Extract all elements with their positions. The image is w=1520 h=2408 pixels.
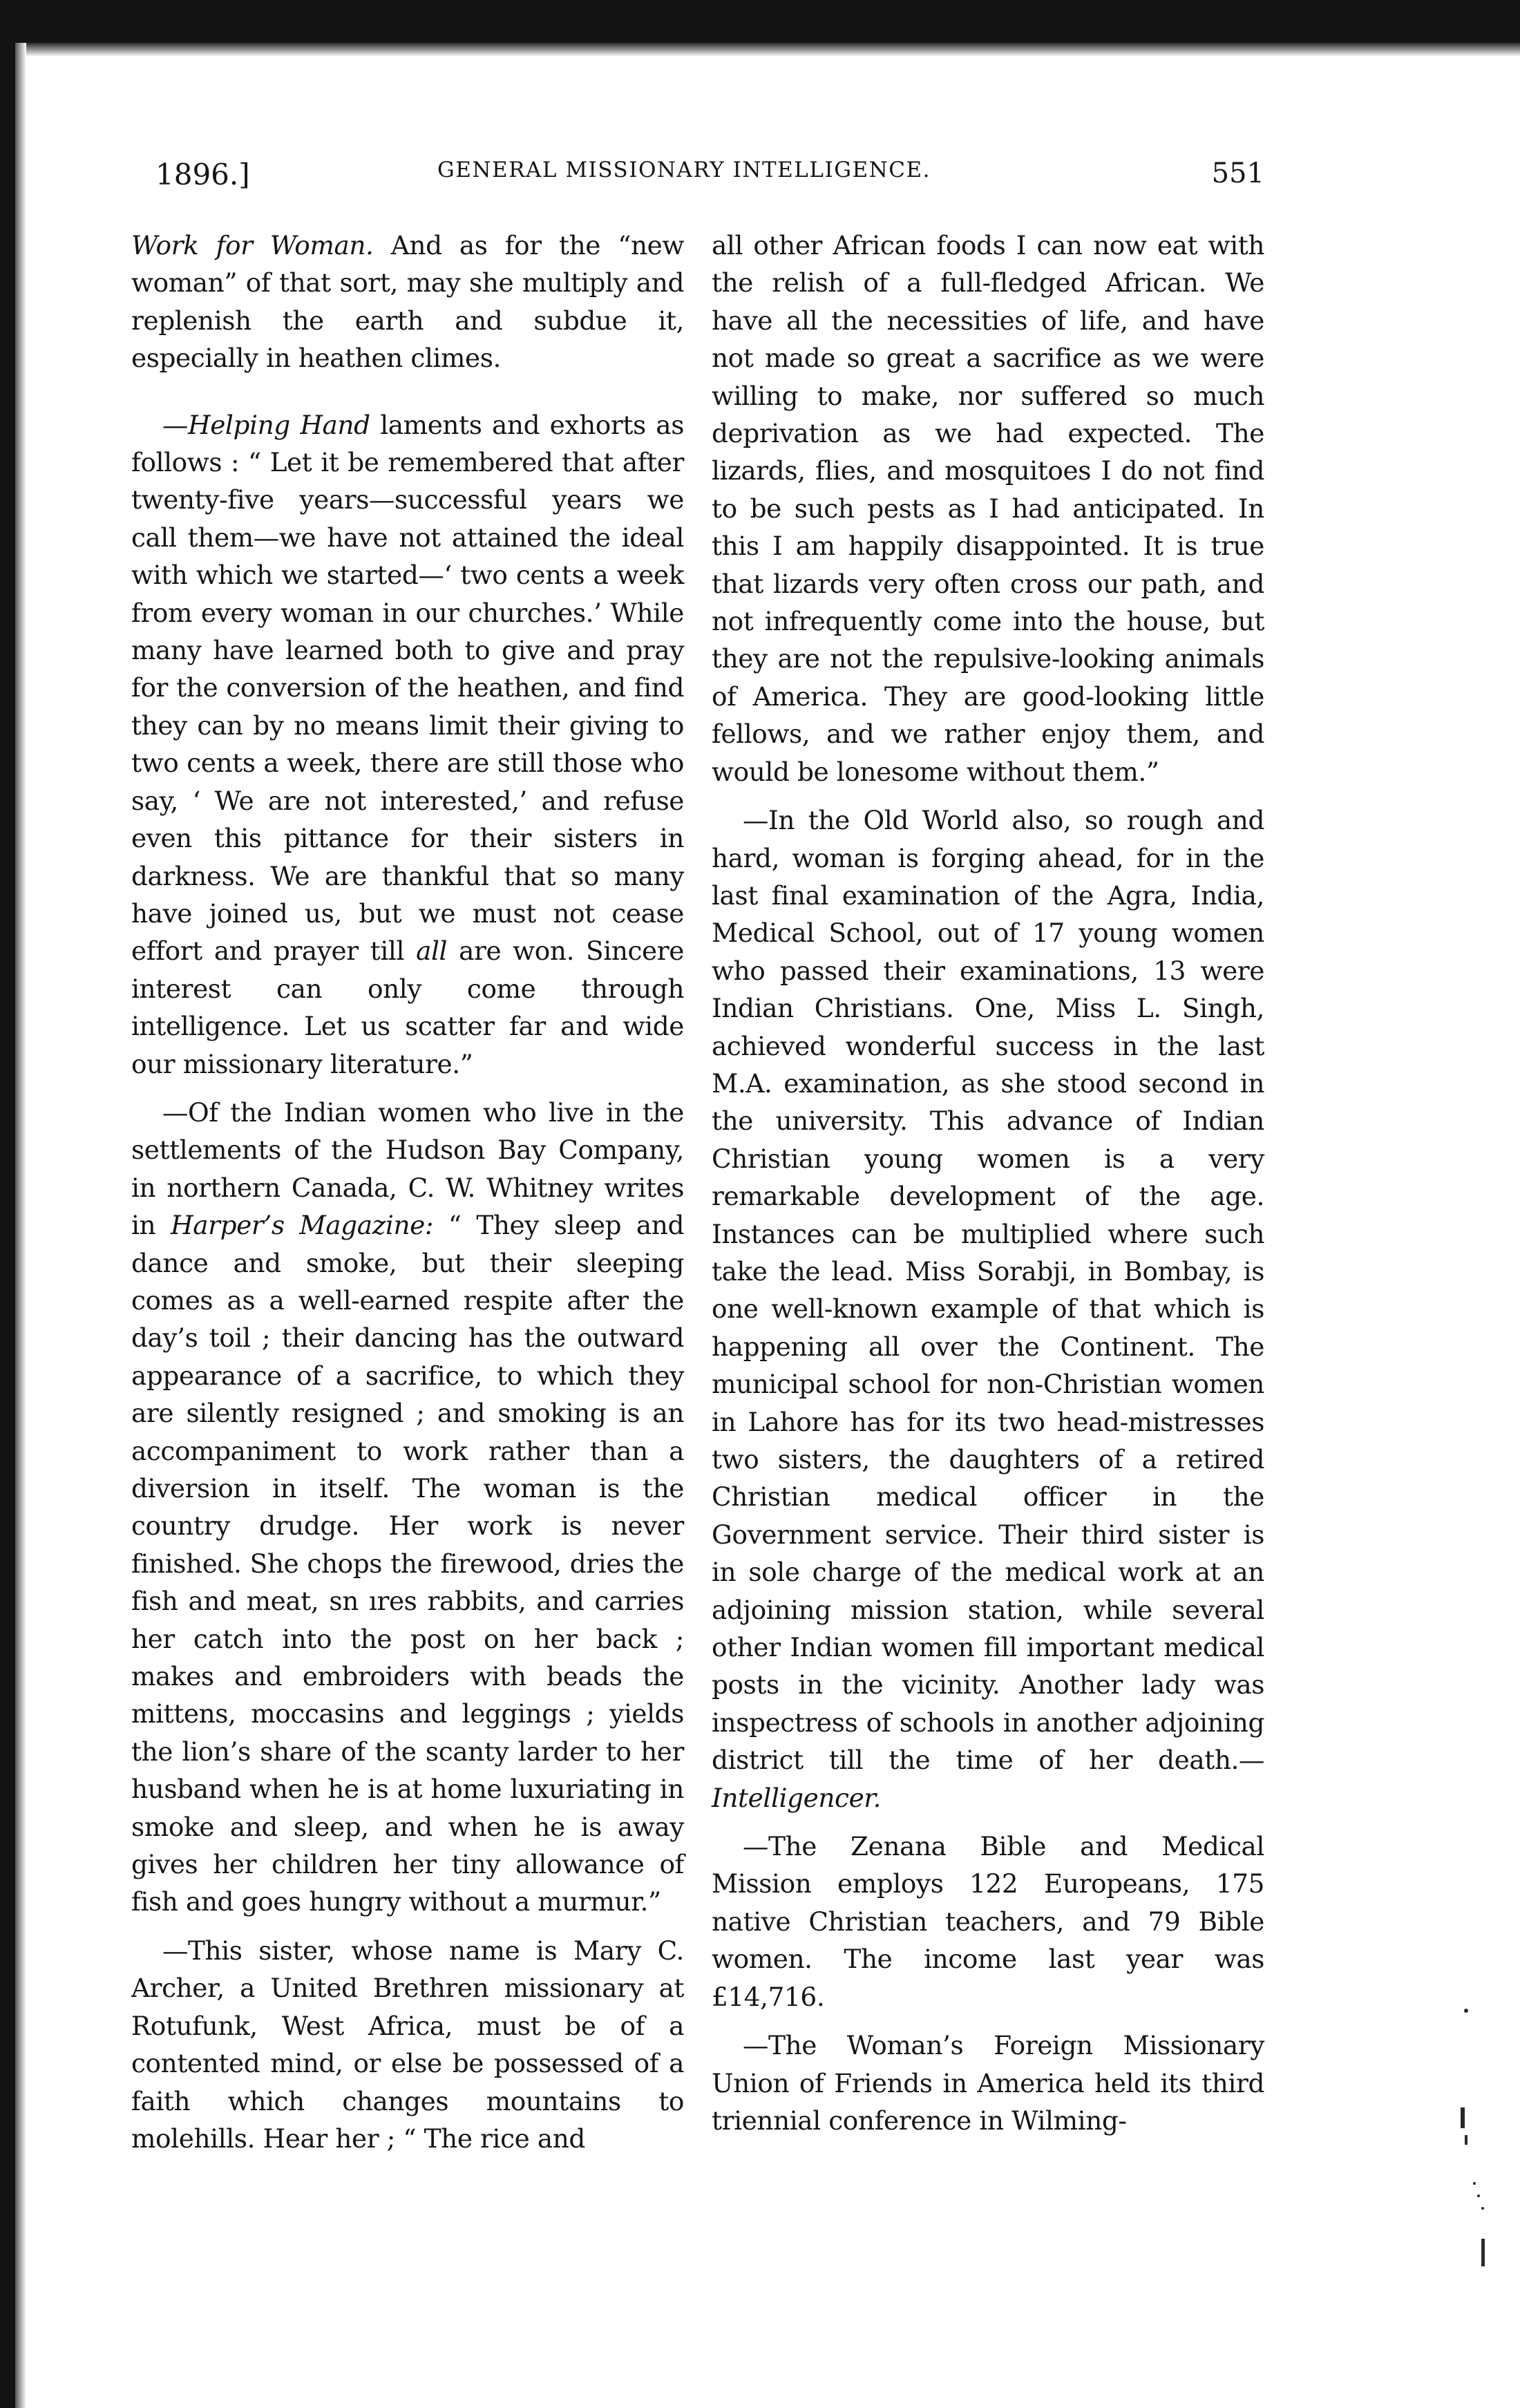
scan-edge-specks (1451, 1976, 1492, 2308)
paragraph (712, 227, 1264, 790)
paragraph-text: And as for the “new woman” of that sort, may she multiply and replenish the earth and subdue it, especially in heathen climes. (131, 230, 684, 374)
paragraph (712, 802, 1264, 1817)
paragraph-text: all other African foods I can now eat with the relish of a full-fledged African. We have all the necessities of life, and have not made so great a sacrifice as we were willing to make, nor suffered so much deprivation as we had expected. The lizards, flies, and mosquitoes I do not find to be such pests as I had anticipated. In this I am happily disappointed. It is true that lizards very often cross our path, and not infrequently come into the house, but they are not the repulsive-looking animals of America. They are good-looking little fellows, and we rather enjoy them, and would be lonesome without them.” (712, 230, 1264, 787)
paragraph-text: —In the Old World also, so rough and hard, woman is forging ahead, for in the last final examination of the Agra, India, Medical School, out of 17 young women who passed their examinations, 13 were Indian Christians. One, Miss L. Singh, achieved wonderful success in the last M.A. examination, as she stood second in the university. This advance of Indian Christian young women is a very remarkable development of the age. Instances can be multiplied where such take the lead. Miss Sorabji, in Bombay, is one well-known example of that which is happening all over the Continent. The municipal school for non-Christian women in Lahore has for its two head-mistresses two sisters, the daughters of a retired Christian medical officer in the Government service. Their third sister is in sole charge of the medical work at an adjoining mission station, while several other Indian women fill important medical posts in the vicinity. Another lady was inspectress of schools in another adjoining district till the time of her death.— (712, 805, 1264, 1776)
paragraph-text: —The Woman’s Foreign Missionary Union of Friends in America held its third triennial conference in Wilming- (712, 2030, 1264, 2136)
paragraph-text: laments and exhorts as follows : “ Let it be remembered that after twenty-five years—successful years we call them—we have not attained the ideal with which we started—‘ two cents a week from every woman in our churches.’ While many have learned both to give and pray for the conversion of the heathen, and find they can by no means limit their giving to two cents a week, there are still those who say, ‘ We are not interested,’ and refuse even this pittance for their sisters in darkness. We are thankful that so many have joined us, but we must not cease effort and prayer till (131, 409, 684, 967)
paragraph (131, 1094, 684, 1921)
scan-left-shadow (15, 43, 26, 2408)
paragraph (131, 227, 684, 377)
scan-top-border (0, 0, 1520, 43)
scan-top-shadow (0, 43, 1520, 57)
italic-word: all (416, 936, 448, 967)
scan-left-border (0, 43, 15, 2408)
paragraph-text: are won. Sincere interest can only come through intelligence. Let us scatter far and wide our missionary literature.” (131, 936, 684, 1079)
paragraph (131, 1932, 684, 2157)
paragraph (712, 1828, 1264, 2016)
italic-lead: Helping Hand (188, 409, 370, 440)
paragraph-text: —Of the Indian women who live in the settlements of the Hudson Bay Company, in northern Canada, C. W. Whitney writes in (131, 1097, 684, 1241)
left-column (131, 227, 684, 2157)
paragraph (712, 2027, 1264, 2139)
italic-source: Intelligencer. (712, 1782, 882, 1813)
header-year: 1896.] (155, 158, 250, 191)
header-title: GENERAL MISSIONARY INTELLIGENCE. (437, 158, 931, 182)
paragraph-text: —This sister, whose name is Mary C. Archer, a United Brethren missionary at Rotufunk, West Africa, must be of a contented mind, or else be possessed of a faith which changes mountains to molehills. Hear her ; “ The rice and (131, 1935, 684, 2154)
paragraph-text: —The Zenana Bible and Medical Mission employs 122 Europeans, 175 native Christian teachers, and 79 Bible women. The income last year was £14,716. (712, 1831, 1264, 2012)
paragraph-text: “ They sleep and dance and smoke, but their sleeping comes as a well-earned respite after the day’s toil ; their dancing has the outward appearance of a sacrifice, to which they are silently resigned ; and smoking is an accompaniment to work rather than a diversion in itself. The woman is the country drudge. Her work is never finished. She chops the firewood, dries the fish and meat, sn ıres rabbits, and carries her catch into the post on her back ; makes and embroiders with beads the mittens, moccasins and leggings ; yields the lion’s share of the scanty larder to her husband when he is at home luxuriating in smoke and sleep, and when he is away gives her children her tiny allowance of fish and goes hungry without a murmur.” (131, 1210, 684, 1917)
dash: — (162, 409, 188, 440)
page-number: 551 (1211, 158, 1264, 189)
right-column (712, 227, 1264, 2139)
italic-lead: Work for Woman. (131, 230, 374, 260)
paragraph (131, 406, 684, 1083)
italic-source: Harper’s Magazine: (171, 1210, 434, 1241)
running-header (155, 158, 1264, 199)
